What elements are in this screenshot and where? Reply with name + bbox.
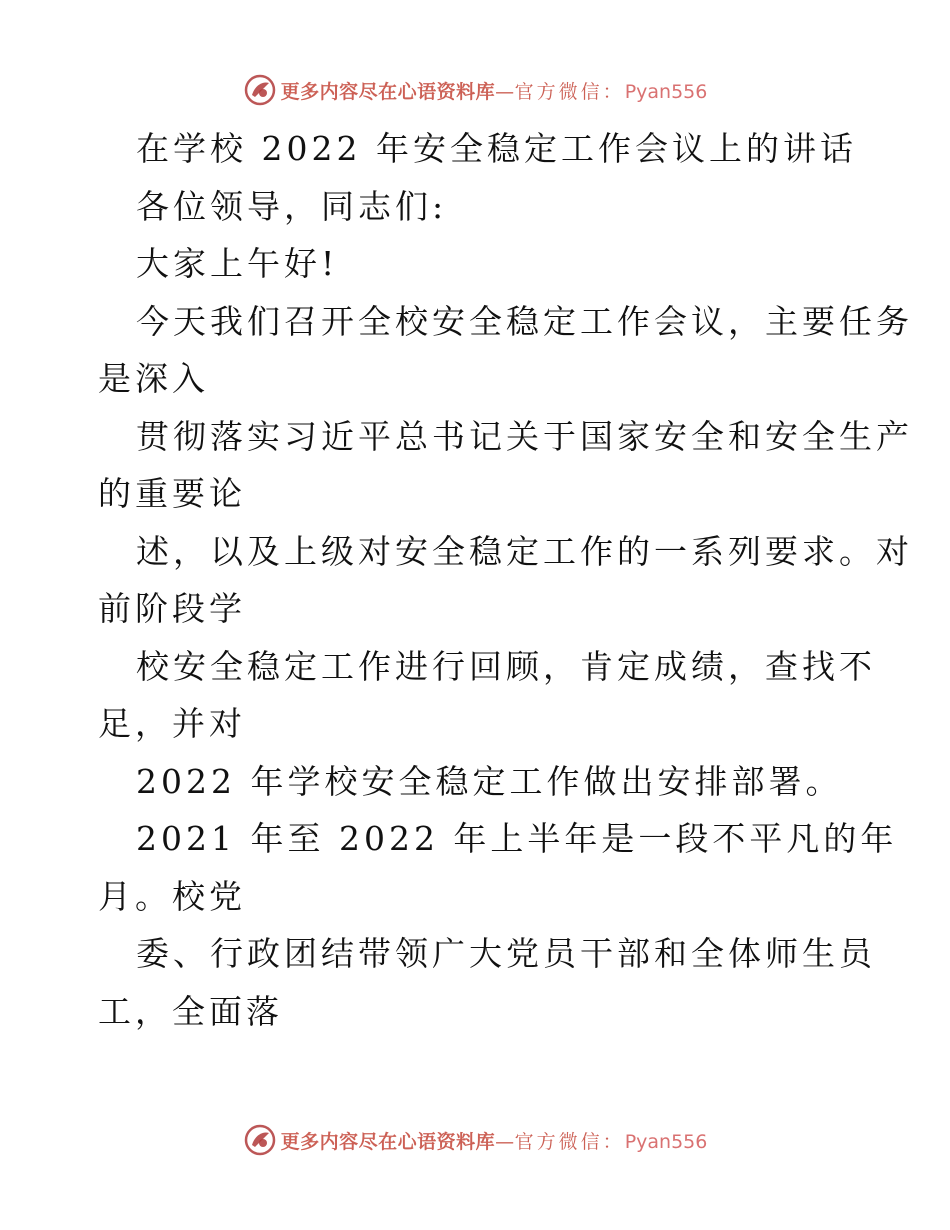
document-line: 前阶段学 [98,589,246,628]
document-line: 大家上午好! [136,244,339,283]
document-body [98,120,913,1040]
header-watermark [0,70,950,110]
document-line: 校安全稳定工作进行回顾，肯定成绩，查找不 [136,646,876,686]
document-line: 是深入 [98,359,209,398]
document-line: 工，全面落 [98,991,283,1031]
document-line: 贯彻落实习近平总书记关于国家安全和安全生产 [136,416,913,456]
document-line: 足，并对 [98,704,246,743]
document-line: 述，以及上级对安全稳定工作的一系列要求。对 [136,531,913,571]
document-line: 委、行政团结带领广大党员干部和全体师生员 [136,934,876,973]
document-line: 2022 年学校安全稳定工作做出安排部署。 [136,761,843,801]
document-line: 在学校 2022 年安全稳定工作会议上的讲话 [136,129,857,168]
footer-watermark [0,1120,950,1160]
watermark-text: 更多内容尽在心语资料库—官方微信：Pyan556 [280,80,708,103]
brand-logo-icon [243,73,277,107]
document-line: 的重要论 [98,474,246,513]
watermark-text: 更多内容尽在心语资料库—官方微信：Pyan556 [280,1130,708,1153]
document-line: 今天我们召开全校安全稳定工作会议，主要任务 [136,301,913,341]
brand-logo-icon [243,1123,277,1157]
document-line: 各位领导，同志们: [136,186,448,226]
document-line: 月。校党 [98,876,246,916]
document-line: 2021 年至 2022 年上半年是一段不平凡的年 [136,819,898,858]
